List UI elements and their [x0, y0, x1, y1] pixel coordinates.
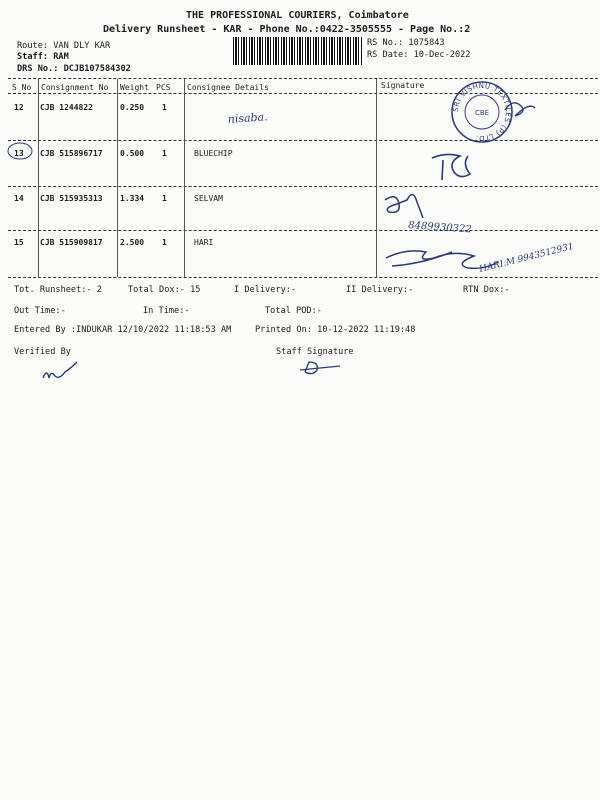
row-consignment: CJB 515909817 [40, 238, 103, 247]
signature-row14 [385, 194, 423, 218]
row-weight: 1.334 [120, 194, 145, 203]
col-header-pcs: PCS [156, 83, 171, 92]
svg-text:CBE: CBE [474, 109, 490, 117]
out-time: Out Time:- [14, 306, 66, 316]
row-sno: 13 [14, 149, 24, 158]
row-pcs: 1 [162, 103, 167, 112]
rs-date: RS Date: 10-Dec-2022 [367, 50, 471, 60]
i-delivery: I Delivery:- [234, 285, 297, 295]
total-pod: Total POD:- [265, 306, 322, 316]
row-pcs: 1 [162, 194, 167, 203]
col-header-sno: S No [12, 83, 32, 92]
col-header-consignee: Consignee Details [187, 83, 269, 92]
row-pcs: 1 [162, 149, 167, 158]
row-consignee: SELVAM [194, 194, 223, 203]
staff-signature-label: Staff Signature [276, 347, 354, 357]
circle-mark [8, 143, 32, 159]
signature-verified [43, 362, 77, 378]
col-header-signature: Signature [381, 81, 425, 90]
row-consignment: CJB 515896717 [40, 149, 103, 158]
in-time: In Time:- [143, 306, 190, 316]
row-consignment: CJB 1244822 [40, 103, 93, 112]
rs-number: RS No.: 1075843 [367, 38, 445, 48]
row-sno: 14 [14, 194, 24, 203]
row-weight: 0.250 [120, 103, 145, 112]
row-consignee: BLUECHIP [194, 149, 233, 158]
printed-on: Printed On: 10-12-2022 11:19:48 [255, 325, 416, 335]
total-dox: Total Dox:- 15 [128, 285, 201, 295]
company-name: THE PROFESSIONAL COURIERS, Coimbatore [186, 10, 409, 21]
handwritten-name: nisaba. [227, 110, 269, 126]
col-header-weight: Weight [120, 83, 149, 92]
row-consignment: CJB 515935313 [40, 194, 103, 203]
verified-by-label: Verified By [14, 347, 71, 357]
signature-row13 [432, 154, 470, 180]
handwritten-note: HARI.M 9943512931 [478, 241, 575, 275]
row-pcs: 1 [162, 238, 167, 247]
company-stamp [452, 82, 512, 142]
svg-text:SRI VISHNU TEXTILES (P) LTD.: SRI VISHNU TEXTILES (P) LTD. [451, 81, 513, 143]
col-header-consignment: Consignment No [41, 83, 109, 92]
staff: Staff: RAM [17, 52, 69, 62]
runsheet-title: Delivery Runsheet - KAR - Phone No.:0422-3505555 - Page No.:2 [103, 24, 471, 35]
drs-number: DRS No.: DCJB107584302 [17, 64, 131, 74]
tot-runsheet: Tot. Runsheet:- 2 [14, 285, 102, 295]
ii-delivery: II Delivery:- [346, 285, 414, 295]
entered-by: Entered By :INDUKAR 12/10/2022 11:18:53 AM [14, 325, 232, 335]
row-sno: 15 [14, 238, 24, 247]
handwritten-phone: 8489930322 [407, 220, 473, 236]
row-sno: 12 [14, 103, 24, 112]
row-weight: 0.500 [120, 149, 145, 158]
signature-staff [300, 362, 340, 374]
row-consignee: HARI [194, 238, 214, 247]
row-weight: 2.500 [120, 238, 145, 247]
rtn-dox: RTN Dox:- [463, 285, 510, 295]
route: Route: VAN DLY KAR [17, 41, 111, 51]
